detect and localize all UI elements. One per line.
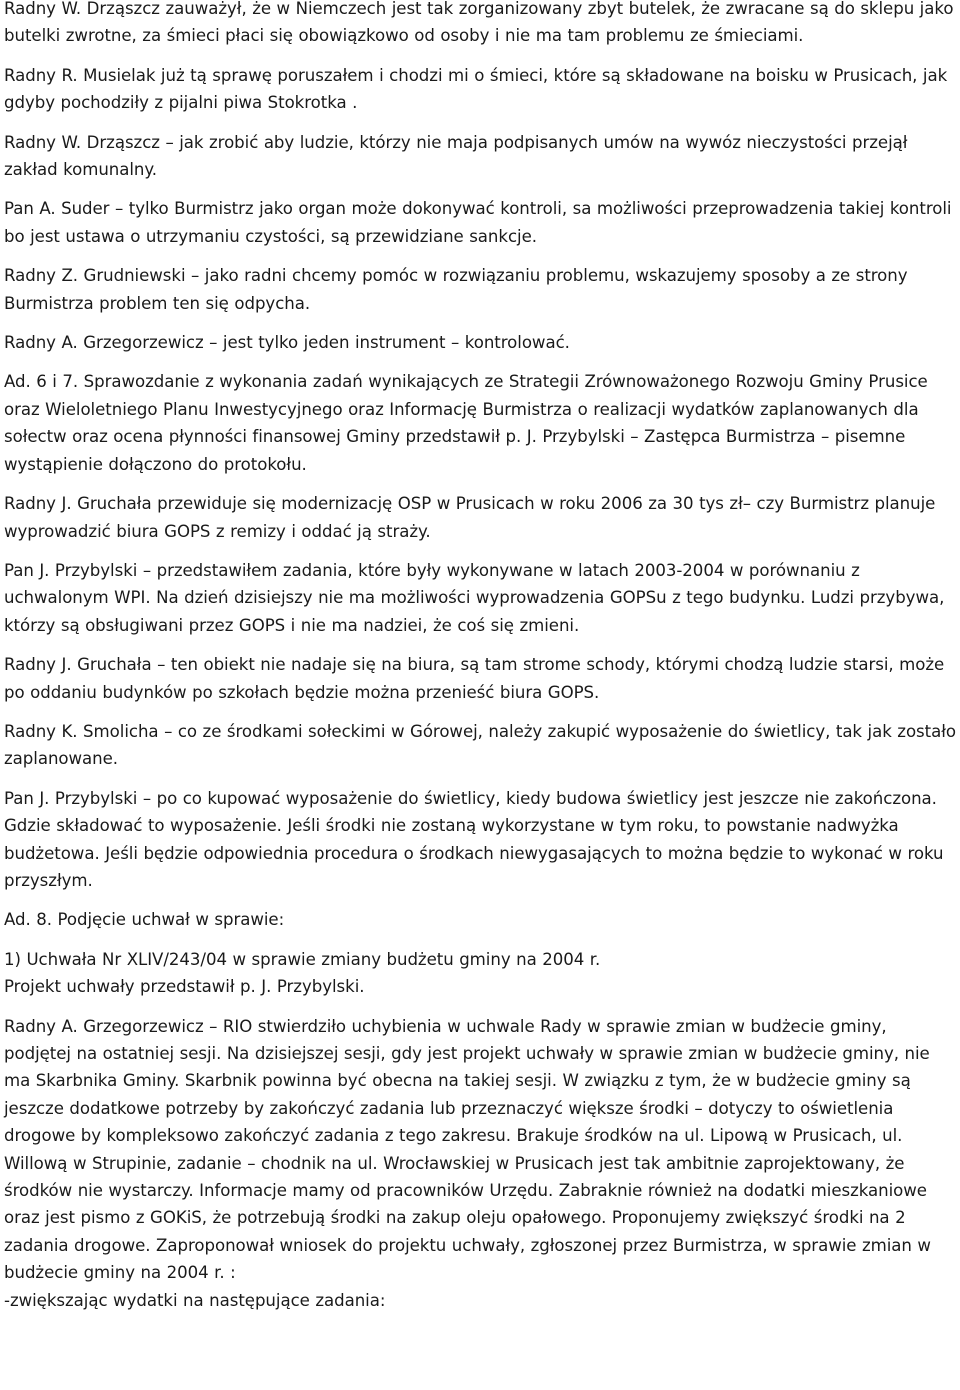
paragraph-przybylski-equipment: Pan J. Przybylski – po co kupować wyposażenie do świetlicy, kiedy budowa świetlicy jest jeszcze nie zakończona. Gdzie składować to wyposażenie. Jeśli środki nie zostaną wykorzystane w tym roku, to powstanie nadwyżka budżetowa. Jeśli będzie odpowiednia procedura o środkach niewygasających to można będzie to wykonać w roku przyszłym. <box>4 788 944 890</box>
paragraph-agenda-8: Ad. 8. Podjęcie uchwał w sprawie: <box>4 910 285 930</box>
paragraph-grzegorzewicz-control: Radny A. Grzegorzewicz – jest tylko jeden instrument – kontrolować. <box>4 333 570 353</box>
paragraph-gruchala-building: Radny J. Gruchała – ten obiekt nie nadaje się na biura, są tam strome schody, którymi chodzą ludzie starsi, może po oddaniu budynków po szkołach będzie można przenieść biura GOPS. <box>4 655 945 702</box>
resolution-block <box>4 946 956 1001</box>
paragraph-agenda-6-7: Ad. 6 i 7. Sprawozdanie z wykonania zadań wynikających ze Strategii Zrównoważonego Rozwoju Gminy Prusice oraz Wieloletniego Planu Inwestycyjnego oraz Informację Burmistrza o realizacji wydatków zaplanowanych dla sołectw oraz ocena płynności finansowej Gminy przedstawił p. J. Przybylski – Zastępca Burmistrza – pisemne wystąpienie dołączono do protokołu. <box>4 372 928 474</box>
paragraph-przybylski-wpi: Pan J. Przybylski – przedstawiłem zadania, które były wykonywane w latach 2003-2004 w porównaniu z uchwalonym WPI. Na dzień dzisiejszy nie ma możliwości wyprowadzenia GOPSu z tego budynku. Ludzi przybywa, którzy są obsługiwani przez GOPS i nie ma nadziei, że coś się zmieni. <box>4 560 945 635</box>
paragraph-grzegorzewicz-rio: Radny A. Grzegorzewicz – RIO stwierdziło uchybienia w uchwale Rady w sprawie zmian w budżecie gminy, podjętej na ostatniej sesji. Na dzisiejszej sesji, gdy jest projekt uchwały w sprawie zmian w budżecie gminy, nie ma Skarbnika Gminy. Skarbnik powinna być obecna na takiej sesji. W związku z tym, że w budżecie gminy są jeszcze dodatkowe potrzeby by zakończyć zadania lub przeznaczyć większe środki – dotyczy to oświetlenia drogowe by kompleksowo zakończyć zadania z tego zakresu. Brakuje środków na ul. Lipową w Prusicach, ul. Willową w Strupinie, zadanie – chodnik na ul. Wrocławskiej w Prusicach jest tak ambitnie zaprojektowany, że środków nie wystarczy. Informacje mamy od pracowników Urzędu. Zabraknie również na dodatki mieszkaniowe oraz jest pismo z GOKiS, że potrzebują środki na zakup oleju opałowego. Proponujemy zwiększyć środki na 2 zadania drogowe. Zaproponował wniosek do projektu uchwały, zgłoszonej przez Burmistrza, w sprawie zmian w budżecie gminy na 2004 r. : <box>4 1016 931 1283</box>
paragraph-drzaszcz-contracts: Radny W. Drząszcz – jak zrobić aby ludzie, którzy nie maja podpisanych umów na wywóz nieczystości przejął zakład komunalny. <box>4 132 908 180</box>
paragraph-suder-control: Pan A. Suder – tylko Burmistrz jako organ może dokonywać kontroli, sa możliwości przeprowadzenia takiej kontroli bo jest ustawa o utrzymaniu czystości, są przewidziane sankcje. <box>4 199 952 246</box>
paragraph-grudniewski-help: Radny Z. Grudniewski – jako radni chcemy pomóc w rozwiązaniu problemu, wskazujemy sposoby a ze strony Burmistrza problem ten się odpycha. <box>4 266 908 313</box>
resolution-title: 1) Uchwała Nr XLIV/243/04 w sprawie zmiany budżetu gminy na 2004 r. <box>4 949 601 969</box>
paragraph-smolicha-funds: Radny K. Smolicha – co ze środkami sołeckimi w Górowej, należy zakupić wyposażenie do świetlicy, tak jak zostało zaplanowane. <box>4 721 956 769</box>
paragraph-increase-expenses: -zwiększając wydatki na następujące zadania: <box>4 1290 386 1310</box>
paragraph-drzaszcz-bottles: Radny W. Drząszcz zauważył, że w Niemczech jest tak zorganizowany zbyt butelek, że zwracane są do sklepu jako butelki zwrotne, za śmieci płaci się obowiązkowo od osoby i nie ma tam problemu ze śmieciami. <box>4 0 954 46</box>
paragraph-gruchala-osp: Radny J. Gruchała przewiduje się modernizację OSP w Prusicach w roku 2006 za 30 tys zł– czy Burmistrz planuje wyprowadzić biura GOPS z remizy i oddać ją straży. <box>4 494 936 541</box>
resolution-presenter: Projekt uchwały przedstawił p. J. Przybylski. <box>4 977 365 997</box>
paragraph-musielak-trash: Radny R. Musielak już tą sprawę poruszałem i chodzi mi o śmieci, które są składowane na boisku w Prusicach, jak gdyby pochodziły z pijalni piwa Stokrotka . <box>4 65 948 113</box>
